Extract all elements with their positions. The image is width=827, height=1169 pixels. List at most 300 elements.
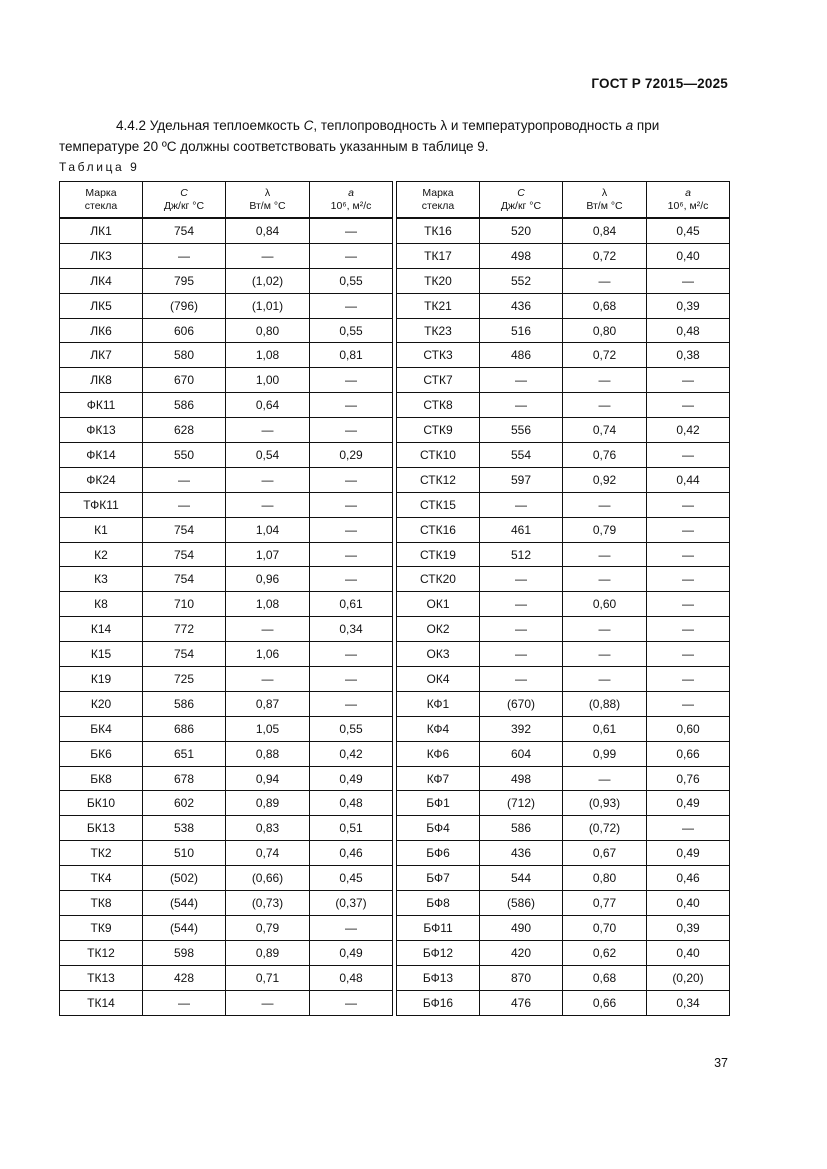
value-cell: — [647, 542, 730, 567]
value-cell: 597 [480, 467, 563, 492]
value-cell: — [647, 617, 730, 642]
glass-grade-cell: К15 [60, 642, 143, 667]
table-row [60, 741, 730, 766]
value-cell: 461 [480, 517, 563, 542]
value-cell: 0,80 [226, 318, 310, 343]
glass-grade-cell: ТК12 [60, 940, 143, 965]
value-cell: — [310, 915, 393, 940]
value-cell: 420 [480, 940, 563, 965]
value-cell: — [480, 592, 563, 617]
col-header-c: C Дж/кг °С [480, 182, 563, 219]
value-cell: 556 [480, 418, 563, 443]
glass-grade-cell: К14 [60, 617, 143, 642]
value-cell: 0,89 [226, 791, 310, 816]
value-cell: 0,51 [310, 816, 393, 841]
value-cell: — [310, 418, 393, 443]
value-cell: 0,42 [310, 741, 393, 766]
value-cell: 598 [143, 940, 226, 965]
value-cell: 754 [143, 567, 226, 592]
value-cell: — [310, 990, 393, 1015]
value-cell: — [143, 990, 226, 1015]
table-row [60, 492, 730, 517]
table-row [60, 841, 730, 866]
value-cell: 0,39 [647, 293, 730, 318]
value-cell: — [310, 517, 393, 542]
value-cell: 436 [480, 293, 563, 318]
glass-grade-cell: СТК20 [397, 567, 480, 592]
table-row [60, 443, 730, 468]
table-row [60, 368, 730, 393]
value-cell: 0,49 [647, 791, 730, 816]
value-cell: — [563, 642, 647, 667]
value-cell: 1,07 [226, 542, 310, 567]
value-cell: 0,42 [647, 418, 730, 443]
value-cell: 0,87 [226, 691, 310, 716]
value-cell: — [226, 667, 310, 692]
glass-grade-cell: БФ13 [397, 965, 480, 990]
table-row [60, 567, 730, 592]
glass-grade-cell: К1 [60, 517, 143, 542]
value-cell: 754 [143, 218, 226, 243]
value-cell: — [647, 667, 730, 692]
col-header-a: a 10⁶, м²/с [310, 182, 393, 219]
value-cell: — [310, 642, 393, 667]
value-cell: — [647, 393, 730, 418]
table-row [60, 318, 730, 343]
value-cell: 0,61 [563, 716, 647, 741]
value-cell: — [480, 642, 563, 667]
value-cell: — [310, 393, 393, 418]
value-cell: — [563, 567, 647, 592]
value-cell: 0,76 [563, 443, 647, 468]
value-cell: — [226, 617, 310, 642]
value-cell: — [143, 243, 226, 268]
glass-grade-cell: СТК10 [397, 443, 480, 468]
glass-grade-cell: КФ6 [397, 741, 480, 766]
glass-grade-cell: СТК9 [397, 418, 480, 443]
glass-grade-cell: ФК24 [60, 467, 143, 492]
value-cell: 0,71 [226, 965, 310, 990]
value-cell: 580 [143, 343, 226, 368]
value-cell: 0,72 [563, 343, 647, 368]
glass-grade-cell: ТК8 [60, 891, 143, 916]
value-cell: — [647, 492, 730, 517]
value-cell: 602 [143, 791, 226, 816]
value-cell: 0,84 [226, 218, 310, 243]
value-cell: 0,70 [563, 915, 647, 940]
glass-grade-cell: К8 [60, 592, 143, 617]
table-row [60, 866, 730, 891]
table-row [60, 691, 730, 716]
value-cell: (1,02) [226, 268, 310, 293]
glass-grade-cell: ЛК5 [60, 293, 143, 318]
value-cell: 498 [480, 766, 563, 791]
value-cell: 0,49 [310, 940, 393, 965]
value-cell: — [480, 492, 563, 517]
value-cell: (0,73) [226, 891, 310, 916]
value-cell: 0,96 [226, 567, 310, 592]
value-cell: — [480, 667, 563, 692]
glass-grade-cell: ФК14 [60, 443, 143, 468]
glass-grade-cell: БК13 [60, 816, 143, 841]
value-cell: — [310, 293, 393, 318]
value-cell: — [310, 542, 393, 567]
value-cell: — [480, 368, 563, 393]
value-cell: 0,76 [647, 766, 730, 791]
glass-grade-cell: К3 [60, 567, 143, 592]
glass-grade-cell: ТК16 [397, 218, 480, 243]
glass-grade-cell: БК10 [60, 791, 143, 816]
table-row [60, 716, 730, 741]
value-cell: (544) [143, 891, 226, 916]
value-cell: 0,55 [310, 716, 393, 741]
value-cell: 428 [143, 965, 226, 990]
glass-grade-cell: ОК2 [397, 617, 480, 642]
value-cell: 0,77 [563, 891, 647, 916]
value-cell: 0,45 [647, 218, 730, 243]
value-cell: — [647, 517, 730, 542]
value-cell: — [310, 368, 393, 393]
value-cell: 586 [480, 816, 563, 841]
value-cell: — [563, 268, 647, 293]
glass-grade-cell: ТК20 [397, 268, 480, 293]
value-cell: 870 [480, 965, 563, 990]
table-row [60, 517, 730, 542]
value-cell: 0,40 [647, 891, 730, 916]
table-row [60, 990, 730, 1015]
value-cell: (1,01) [226, 293, 310, 318]
table-row [60, 418, 730, 443]
glass-grade-cell: БФ11 [397, 915, 480, 940]
value-cell: 538 [143, 816, 226, 841]
glass-grade-cell: БК4 [60, 716, 143, 741]
glass-grade-cell: БФ7 [397, 866, 480, 891]
value-cell: 490 [480, 915, 563, 940]
value-cell: 0,38 [647, 343, 730, 368]
value-cell: — [647, 691, 730, 716]
glass-grade-cell: ТФК11 [60, 492, 143, 517]
value-cell: 604 [480, 741, 563, 766]
value-cell: — [563, 542, 647, 567]
glass-grade-cell: БК8 [60, 766, 143, 791]
value-cell: — [647, 642, 730, 667]
glass-grade-cell: ТК2 [60, 841, 143, 866]
value-cell: 554 [480, 443, 563, 468]
standard-designation: ГОСТ Р 72015—2025 [591, 76, 728, 91]
value-cell: (0,37) [310, 891, 393, 916]
value-cell: 686 [143, 716, 226, 741]
glass-grade-cell: К20 [60, 691, 143, 716]
value-cell: — [563, 368, 647, 393]
value-cell: 392 [480, 716, 563, 741]
value-cell: — [310, 667, 393, 692]
value-cell: 1,05 [226, 716, 310, 741]
value-cell: (0,20) [647, 965, 730, 990]
value-cell: — [226, 990, 310, 1015]
value-cell: 0,84 [563, 218, 647, 243]
value-cell: (544) [143, 915, 226, 940]
value-cell: 0,40 [647, 243, 730, 268]
value-cell: — [647, 268, 730, 293]
glass-grade-cell: БФ16 [397, 990, 480, 1015]
value-cell: — [310, 218, 393, 243]
value-cell: 1,00 [226, 368, 310, 393]
glass-grade-cell: ТК17 [397, 243, 480, 268]
value-cell: — [647, 816, 730, 841]
value-cell: 754 [143, 542, 226, 567]
glass-grade-cell: ТК23 [397, 318, 480, 343]
value-cell: 0,92 [563, 467, 647, 492]
value-cell: 0,60 [563, 592, 647, 617]
value-cell: 0,46 [647, 866, 730, 891]
value-cell: 0,74 [226, 841, 310, 866]
value-cell: — [480, 617, 563, 642]
col-header-grade: Марка стекла [397, 182, 480, 219]
value-cell: — [563, 667, 647, 692]
value-cell: 1,06 [226, 642, 310, 667]
value-cell: 498 [480, 243, 563, 268]
table-row [60, 343, 730, 368]
value-cell: 0,61 [310, 592, 393, 617]
table-row [60, 965, 730, 990]
value-cell: 606 [143, 318, 226, 343]
value-cell: 0,46 [310, 841, 393, 866]
value-cell: 0,60 [647, 716, 730, 741]
table-row [60, 268, 730, 293]
glass-grade-cell: ОК3 [397, 642, 480, 667]
value-cell: 795 [143, 268, 226, 293]
value-cell: 512 [480, 542, 563, 567]
value-cell: 1,04 [226, 517, 310, 542]
glass-grade-cell: СТК12 [397, 467, 480, 492]
value-cell: — [563, 492, 647, 517]
glass-grade-cell: ТК14 [60, 990, 143, 1015]
value-cell: 0,45 [310, 866, 393, 891]
value-cell: 0,29 [310, 443, 393, 468]
glass-grade-cell: ЛК6 [60, 318, 143, 343]
value-cell: — [563, 393, 647, 418]
value-cell: 520 [480, 218, 563, 243]
value-cell: — [563, 766, 647, 791]
value-cell: 0,68 [563, 965, 647, 990]
value-cell: 544 [480, 866, 563, 891]
value-cell: (0,66) [226, 866, 310, 891]
value-cell: 628 [143, 418, 226, 443]
value-cell: 0,74 [563, 418, 647, 443]
value-cell: 0,66 [563, 990, 647, 1015]
value-cell: (586) [480, 891, 563, 916]
table-row [60, 243, 730, 268]
value-cell: 516 [480, 318, 563, 343]
table-row [60, 592, 730, 617]
value-cell: 725 [143, 667, 226, 692]
value-cell: — [226, 418, 310, 443]
value-cell: — [480, 393, 563, 418]
table-row [60, 617, 730, 642]
col-header-a: a 10⁶, м²/с [647, 182, 730, 219]
table-row [60, 816, 730, 841]
table-row [60, 542, 730, 567]
thermal-properties-table [59, 181, 730, 1016]
glass-grade-cell: СТК7 [397, 368, 480, 393]
glass-grade-cell: СТК3 [397, 343, 480, 368]
section-paragraph: 4.4.2 Удельная теплоемкость C, теплопроводность λ и температуропроводность a при температуре 20 ºС должны соответствовать указанным в таблице 9. [59, 118, 660, 154]
value-cell: — [310, 243, 393, 268]
table-row [60, 891, 730, 916]
value-cell: 0,55 [310, 318, 393, 343]
value-cell: 0,49 [647, 841, 730, 866]
value-cell: 0,49 [310, 766, 393, 791]
col-header-grade: Марка стекла [60, 182, 143, 219]
value-cell: 436 [480, 841, 563, 866]
value-cell: 552 [480, 268, 563, 293]
table-row [60, 393, 730, 418]
value-cell: 0,40 [647, 940, 730, 965]
value-cell: — [647, 443, 730, 468]
glass-grade-cell: БФ4 [397, 816, 480, 841]
value-cell: 0,79 [563, 517, 647, 542]
value-cell: 0,44 [647, 467, 730, 492]
value-cell: 586 [143, 691, 226, 716]
value-cell: 754 [143, 517, 226, 542]
value-cell: 0,34 [310, 617, 393, 642]
glass-grade-cell: СТК16 [397, 517, 480, 542]
value-cell: 678 [143, 766, 226, 791]
value-cell: 0,99 [563, 741, 647, 766]
glass-grade-cell: ТК9 [60, 915, 143, 940]
value-cell: 0,89 [226, 940, 310, 965]
value-cell: 0,94 [226, 766, 310, 791]
value-cell: — [226, 467, 310, 492]
value-cell: 0,62 [563, 940, 647, 965]
table-row [60, 642, 730, 667]
value-cell: 550 [143, 443, 226, 468]
glass-grade-cell: СТК8 [397, 393, 480, 418]
col-header-lambda: λ Вт/м °С [563, 182, 647, 219]
glass-grade-cell: ЛК8 [60, 368, 143, 393]
glass-grade-cell: ЛК1 [60, 218, 143, 243]
value-cell: 0,68 [563, 293, 647, 318]
table-row [60, 467, 730, 492]
col-header-c: C Дж/кг °С [143, 182, 226, 219]
value-cell: (796) [143, 293, 226, 318]
value-cell: 586 [143, 393, 226, 418]
glass-grade-cell: БФ1 [397, 791, 480, 816]
table-row [60, 915, 730, 940]
glass-grade-cell: ОК4 [397, 667, 480, 692]
glass-grade-cell: ТК21 [397, 293, 480, 318]
table-row [60, 218, 730, 243]
value-cell: 0,67 [563, 841, 647, 866]
table-row [60, 667, 730, 692]
table-caption: Таблица 9 [59, 160, 140, 174]
value-cell: 0,64 [226, 393, 310, 418]
value-cell: — [310, 567, 393, 592]
value-cell: 1,08 [226, 592, 310, 617]
value-cell: 486 [480, 343, 563, 368]
glass-grade-cell: ФК13 [60, 418, 143, 443]
value-cell: 0,48 [647, 318, 730, 343]
value-cell: — [226, 492, 310, 517]
value-cell: — [563, 617, 647, 642]
col-header-lambda: λ Вт/м °С [226, 182, 310, 219]
value-cell: 0,80 [563, 866, 647, 891]
glass-grade-cell: ТК4 [60, 866, 143, 891]
glass-grade-cell: БФ8 [397, 891, 480, 916]
value-cell: 772 [143, 617, 226, 642]
glass-grade-cell: ЛК4 [60, 268, 143, 293]
value-cell: — [647, 592, 730, 617]
glass-grade-cell: КФ1 [397, 691, 480, 716]
glass-grade-cell: К19 [60, 667, 143, 692]
glass-grade-cell: ТК13 [60, 965, 143, 990]
value-cell: 510 [143, 841, 226, 866]
value-cell: 0,39 [647, 915, 730, 940]
value-cell: (502) [143, 866, 226, 891]
value-cell: — [647, 368, 730, 393]
value-cell: 710 [143, 592, 226, 617]
value-cell: — [143, 467, 226, 492]
glass-grade-cell: БК6 [60, 741, 143, 766]
value-cell: — [310, 691, 393, 716]
value-cell: 0,81 [310, 343, 393, 368]
value-cell: 670 [143, 368, 226, 393]
value-cell: 0,79 [226, 915, 310, 940]
value-cell: — [647, 567, 730, 592]
value-cell: 0,48 [310, 791, 393, 816]
value-cell: (670) [480, 691, 563, 716]
value-cell: 0,34 [647, 990, 730, 1015]
value-cell: — [143, 492, 226, 517]
table-row [60, 766, 730, 791]
value-cell: — [480, 567, 563, 592]
value-cell: 651 [143, 741, 226, 766]
value-cell: 0,55 [310, 268, 393, 293]
value-cell: (712) [480, 791, 563, 816]
value-cell: — [310, 492, 393, 517]
value-cell: — [226, 243, 310, 268]
table-row [60, 791, 730, 816]
value-cell: (0,88) [563, 691, 647, 716]
glass-grade-cell: ЛК3 [60, 243, 143, 268]
value-cell: 0,83 [226, 816, 310, 841]
value-cell: 0,72 [563, 243, 647, 268]
glass-grade-cell: БФ6 [397, 841, 480, 866]
glass-grade-cell: ФК11 [60, 393, 143, 418]
value-cell: 1,08 [226, 343, 310, 368]
glass-grade-cell: К2 [60, 542, 143, 567]
value-cell: 0,66 [647, 741, 730, 766]
value-cell: — [310, 467, 393, 492]
glass-grade-cell: КФ4 [397, 716, 480, 741]
glass-grade-cell: СТК15 [397, 492, 480, 517]
glass-grade-cell: БФ12 [397, 940, 480, 965]
value-cell: 476 [480, 990, 563, 1015]
table-row [60, 940, 730, 965]
table-row [60, 293, 730, 318]
page-number: 37 [714, 1056, 728, 1070]
value-cell: (0,93) [563, 791, 647, 816]
glass-grade-cell: ЛК7 [60, 343, 143, 368]
value-cell: (0,72) [563, 816, 647, 841]
value-cell: 0,54 [226, 443, 310, 468]
value-cell: 754 [143, 642, 226, 667]
value-cell: 0,80 [563, 318, 647, 343]
value-cell: 0,48 [310, 965, 393, 990]
glass-grade-cell: КФ7 [397, 766, 480, 791]
table-header-row [60, 182, 730, 219]
glass-grade-cell: ОК1 [397, 592, 480, 617]
